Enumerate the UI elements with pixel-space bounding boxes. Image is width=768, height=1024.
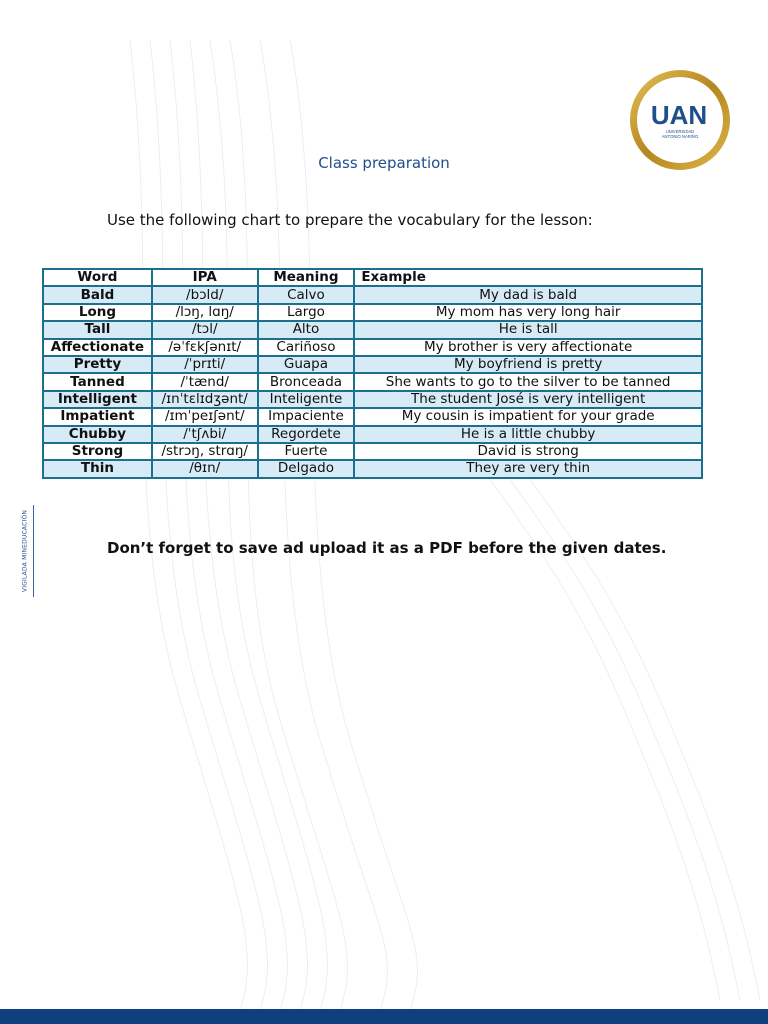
reminder-text: Don’t forget to save ad upload it as a PDF before the given dates. xyxy=(107,539,667,557)
table-row xyxy=(43,443,702,460)
table-header-row xyxy=(43,269,702,286)
cell-ipa: /lɔŋ, lɑŋ/ xyxy=(152,304,258,321)
table-row xyxy=(43,391,702,408)
table-row xyxy=(43,373,702,390)
cell-word: Strong xyxy=(43,443,152,460)
cell-meaning: Guapa xyxy=(258,356,355,373)
cell-meaning: Delgado xyxy=(258,460,355,477)
cell-example: He is tall xyxy=(354,321,702,338)
header-word: Word xyxy=(43,269,152,286)
cell-ipa: /əˈfɛkʃənɪt/ xyxy=(152,339,258,356)
cell-ipa: /θɪn/ xyxy=(152,460,258,477)
cell-meaning: Bronceada xyxy=(258,373,355,390)
cell-word: Pretty xyxy=(43,356,152,373)
cell-ipa: /ˈtʃʌbi/ xyxy=(152,426,258,443)
cell-word: Chubby xyxy=(43,426,152,443)
cell-word: Affectionate xyxy=(43,339,152,356)
table-row xyxy=(43,356,702,373)
cell-ipa: /ˈprɪti/ xyxy=(152,356,258,373)
cell-example: David is strong xyxy=(354,443,702,460)
vigilada-mineducacion-mark xyxy=(17,505,34,597)
table-row xyxy=(43,339,702,356)
svg-text:UNIVERSIDAD: UNIVERSIDAD xyxy=(665,129,695,134)
cell-example: They are very thin xyxy=(354,460,702,477)
cell-word: Long xyxy=(43,304,152,321)
footer-bar xyxy=(0,1009,768,1024)
cell-example: My dad is bald xyxy=(354,286,702,303)
table-row xyxy=(43,460,702,477)
page-title: Class preparation xyxy=(318,154,450,172)
svg-text:ANTONIO NARIÑO: ANTONIO NARIÑO xyxy=(661,134,699,139)
cell-meaning: Cariñoso xyxy=(258,339,355,356)
cell-meaning: Inteligente xyxy=(258,391,355,408)
cell-ipa: /tɔl/ xyxy=(152,321,258,338)
cell-word: Intelligent xyxy=(43,391,152,408)
cell-meaning: Alto xyxy=(258,321,355,338)
cell-example: My brother is very affectionate xyxy=(354,339,702,356)
table-row xyxy=(43,304,702,321)
cell-example: The student José is very intelligent xyxy=(354,391,702,408)
cell-meaning: Largo xyxy=(258,304,355,321)
cell-word: Thin xyxy=(43,460,152,477)
cell-example: My mom has very long hair xyxy=(354,304,702,321)
cell-meaning: Regordete xyxy=(258,426,355,443)
cell-ipa: /ɪmˈpeɪʃənt/ xyxy=(152,408,258,425)
cell-meaning: Impaciente xyxy=(258,408,355,425)
header-ipa: IPA xyxy=(152,269,258,286)
table-row xyxy=(43,286,702,303)
cell-word: Impatient xyxy=(43,408,152,425)
cell-example: He is a little chubby xyxy=(354,426,702,443)
vigilada-text: VIGILADA MINEDUCACIÓN xyxy=(21,509,29,593)
cell-word: Tanned xyxy=(43,373,152,390)
cell-ipa: /bɔld/ xyxy=(152,286,258,303)
instruction-text: Use the following chart to prepare the vocabulary for the lesson: xyxy=(107,211,593,229)
svg-text:UAN: UAN xyxy=(650,100,708,130)
cell-example: My cousin is impatient for your grade xyxy=(354,408,702,425)
vocabulary-table xyxy=(42,268,703,479)
table-row xyxy=(43,426,702,443)
cell-word: Bald xyxy=(43,286,152,303)
cell-word: Tall xyxy=(43,321,152,338)
cell-ipa: /ɪnˈtɛlɪdʒənt/ xyxy=(152,391,258,408)
cell-example: My boyfriend is pretty xyxy=(354,356,702,373)
table-row xyxy=(43,408,702,425)
cell-meaning: Fuerte xyxy=(258,443,355,460)
cell-ipa: /strɔŋ, strɑŋ/ xyxy=(152,443,258,460)
table-row xyxy=(43,321,702,338)
header-meaning: Meaning xyxy=(258,269,355,286)
cell-meaning: Calvo xyxy=(258,286,355,303)
header-example: Example xyxy=(354,269,702,286)
cell-example: She wants to go to the silver to be tanned xyxy=(354,373,702,390)
cell-ipa: /ˈtænd/ xyxy=(152,373,258,390)
